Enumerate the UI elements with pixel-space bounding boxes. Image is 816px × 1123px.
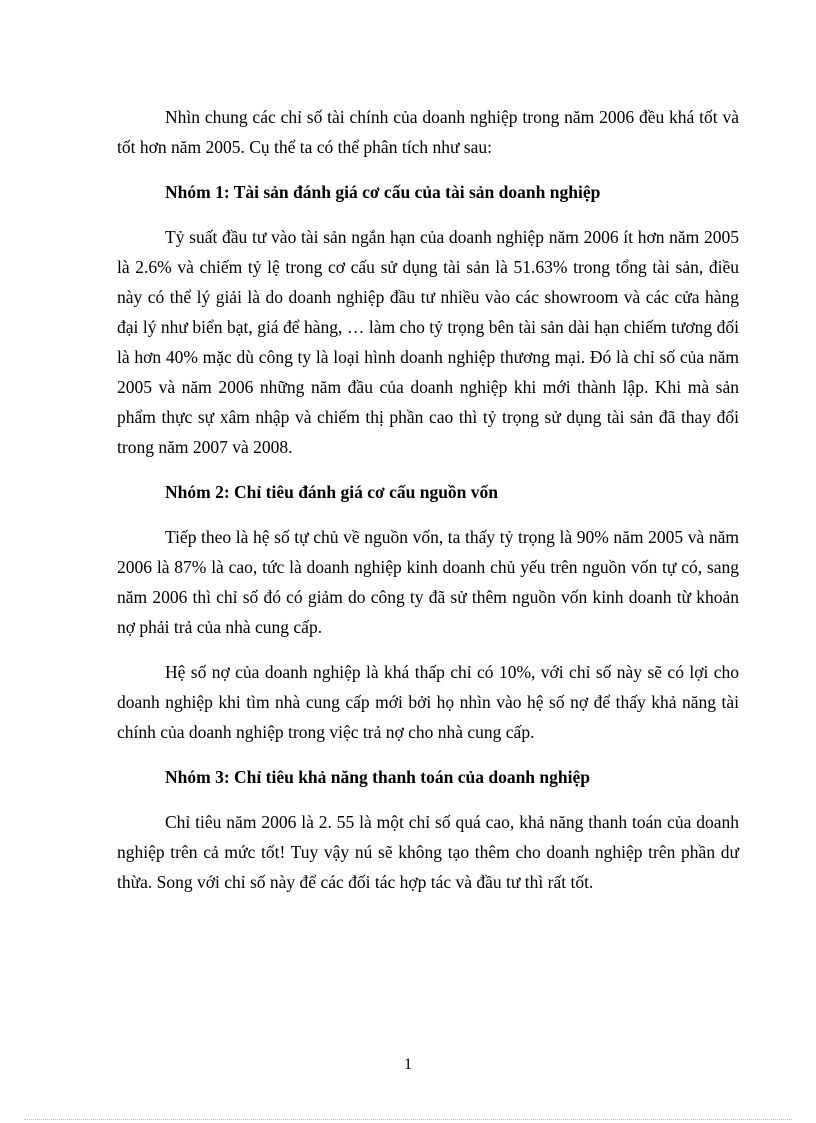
section-2-paragraph-2: Hệ số nợ của doanh nghiệp là khá thấp chỉ có 10%, với chỉ số này sẽ có lợi cho doanh nghiệp khi tìm nhà cung cấp mới bởi họ nhìn vào hệ số nợ để thấy khả năng tài chính của doanh nghiệp trong việc trả nợ cho nhà cung cấp.: [117, 662, 739, 742]
document-body: [117, 102, 739, 897]
intro-paragraph: Nhìn chung các chỉ số tài chính của doanh nghiệp trong năm 2006 đều khá tốt và tốt hơn năm 2005. Cụ thể ta có thể phân tích như sau:: [117, 107, 739, 157]
section-2-heading: Nhóm 2: Chỉ tiêu đánh giá cơ cấu nguồn vốn: [165, 482, 499, 502]
section-3-heading: Nhóm 3: Chỉ tiêu khả năng thanh toán của doanh nghiệp: [165, 767, 590, 787]
page-bottom-divider: [24, 1119, 792, 1120]
page-number: 1: [404, 1056, 412, 1073]
section-2-paragraph-1: Tiếp theo là hệ số tự chủ về nguồn vốn, ta thấy tỷ trọng là 90% năm 2005 và năm 2006 là 87% là cao, tức là doanh nghiệp kinh doanh chủ yếu trên nguồn vốn tự có, sang năm 2006 thì chỉ số đó có giảm do công ty đã sử thêm nguồn vốn kinh doanh từ khoản nợ phải trả của nhà cung cấp.: [117, 527, 739, 637]
section-3-paragraph-1: Chỉ tiêu năm 2006 là 2. 55 là một chỉ số quá cao, khả năng thanh toán của doanh nghiệp trên cả mức tốt! Tuy vậy nú sẽ không tạo thêm cho doanh nghiệp trên phần dư thừa. Song với chỉ số này để các đối tác hợp tác và đầu tư thì rất tốt.: [117, 812, 739, 892]
section-1-heading: Nhóm 1: Tài sản đánh giá cơ cấu của tài sản doanh nghiệp: [165, 182, 601, 202]
section-1-paragraph-1: Tỷ suất đầu tư vào tài sản ngắn hạn của doanh nghiệp năm 2006 ít hơn năm 2005 là 2.6% và chiếm tỷ lệ trong cơ cấu sử dụng tài sản là 51.63% trong tổng tài sản, điều này có thể lý giải là do doanh nghiệp đầu tư nhiều vào các showroom và các cửa hàng đại lý như biển bạt, giá để hàng, … làm cho tỷ trọng bên tài sản dài hạn chiếm tương đối là hơn 40% mặc dù công ty là loại hình doanh nghiệp thương mại. Đó là chỉ số của năm 2005 và năm 2006 những năm đầu của doanh nghiệp khi mới thành lập. Khi mà sản phẩm thực sự xâm nhập và chiếm thị phần cao thì tỷ trọng sử dụng tài sản đã thay đổi trong năm 2007 và 2008.: [117, 227, 739, 457]
